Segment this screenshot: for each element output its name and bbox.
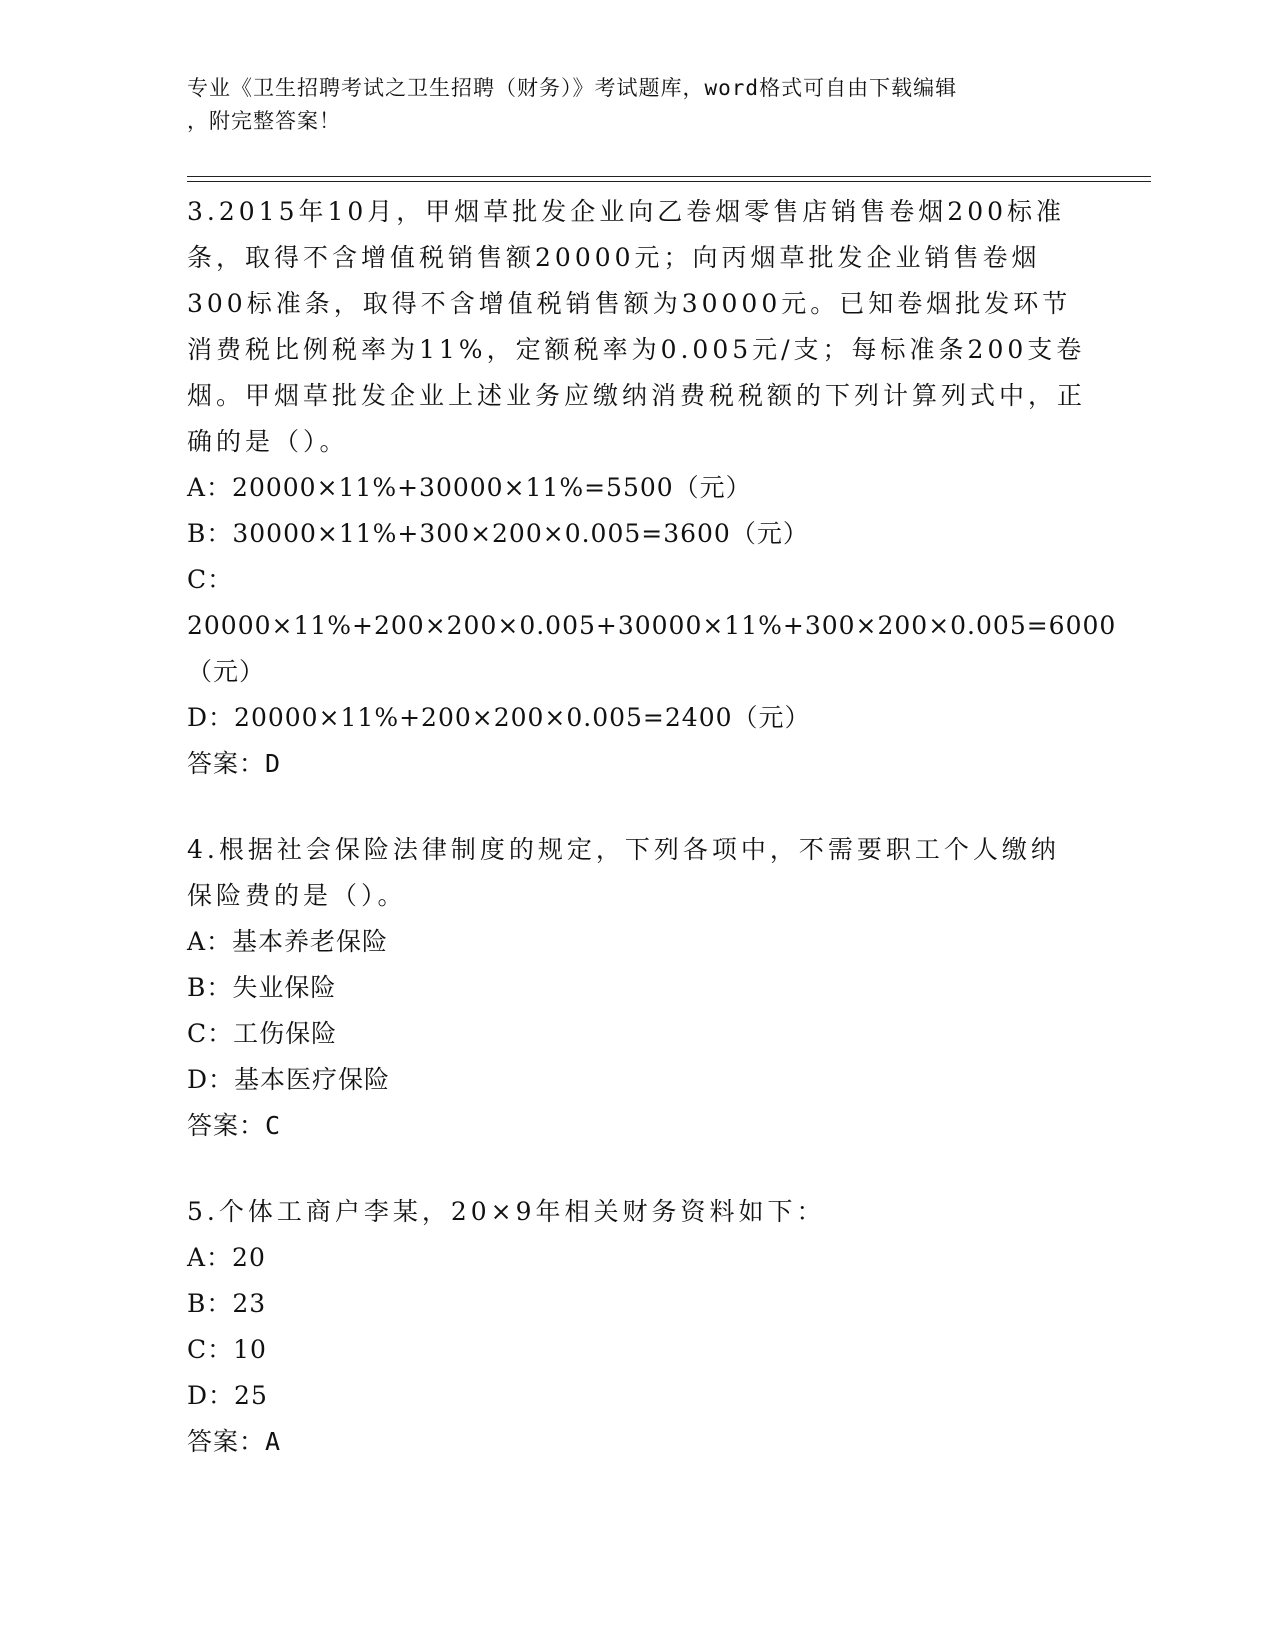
question-stem: 5.个体工商户李某，20×9年相关财务资料如下： bbox=[187, 1197, 826, 1226]
option-list bbox=[187, 919, 1087, 1103]
option-a: A：基本养老保险 bbox=[187, 927, 389, 956]
option-d: D：25 bbox=[187, 1381, 268, 1410]
option-c: C：工伤保险 bbox=[187, 1019, 338, 1048]
option-list bbox=[187, 465, 1117, 741]
option-b: B：30000×11%+300×200×0.005=3600（元） bbox=[187, 519, 809, 548]
document-header bbox=[187, 72, 1067, 138]
question-stem: 3.2015年10月，甲烟草批发企业向乙卷烟零售店销售卷烟200标准条，取得不含增值税销售额20000元；向丙烟草批发企业销售卷烟300标准条，取得不含增值税销售额为30000元。已知卷烟批发环节消费税比例税率为11%，定额税率为0.005元/支；每标准条200支卷烟。甲烟草批发企业上述业务应缴纳消费税税额的下列计算列式中，正确的是（）。 bbox=[187, 197, 1087, 456]
header-divider-bottom bbox=[187, 181, 1151, 182]
header-line-1: 专业《卫生招聘考试之卫生招聘（财务）》考试题库，word格式可自由下载编辑 bbox=[187, 76, 958, 100]
option-a: A：20 bbox=[187, 1243, 266, 1272]
option-a: A：20000×11%+30000×11%=5500（元） bbox=[187, 473, 752, 502]
option-d: D：20000×11%+200×200×0.005=2400（元） bbox=[187, 703, 811, 732]
answer-label: 答案：C bbox=[187, 1111, 282, 1140]
question-3 bbox=[187, 189, 1117, 787]
option-c: C：10 bbox=[187, 1335, 267, 1364]
answer-label: 答案：A bbox=[187, 1427, 282, 1456]
question-5 bbox=[187, 1189, 1087, 1465]
option-b: B：失业保险 bbox=[187, 973, 337, 1002]
header-divider-top bbox=[187, 176, 1151, 177]
question-stem: 4.根据社会保险法律制度的规定，下列各项中，不需要职工个人缴纳保险费的是（）。 bbox=[187, 835, 1060, 910]
option-list bbox=[187, 1235, 1087, 1419]
option-b: B：23 bbox=[187, 1289, 267, 1318]
header-line-2: ，附完整答案！ bbox=[187, 109, 341, 133]
answer-label: 答案：D bbox=[187, 749, 282, 778]
question-4 bbox=[187, 827, 1087, 1149]
question-list bbox=[187, 189, 1117, 1505]
option-c: C：20000×11%+200×200×0.005+30000×11%+300×200×0.005=6000（元） bbox=[187, 565, 1117, 686]
option-d: D：基本医疗保险 bbox=[187, 1065, 391, 1094]
